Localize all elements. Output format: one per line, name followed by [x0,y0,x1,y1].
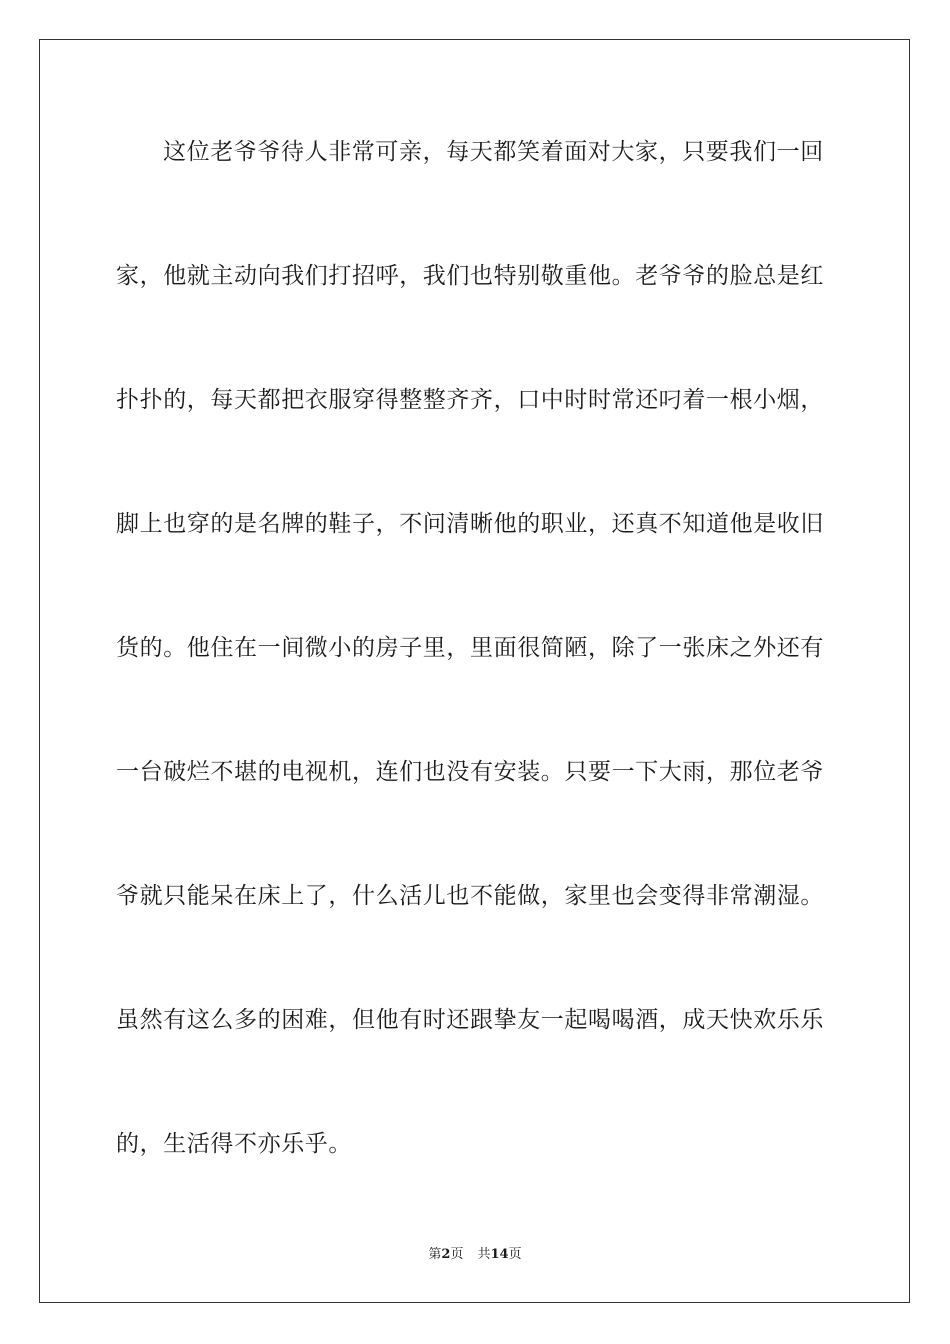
body-text-line-2: 家，他就主动向我们打招呼，我们也特别敬重他。老爷爷的脸总是红 [116,263,824,289]
body-text-line-4: 脚上也穿的是名牌的鞋子，不问清晰他的职业，还真不知道他是收旧 [116,511,824,537]
body-text-line-9: 的，生活得不亦乐乎。 [116,1131,352,1157]
total-pages-prefix: 共 [477,1247,491,1262]
page-number-suffix: 页 [450,1247,464,1262]
body-text-line-7: 爷就只能呆在床上了，什么活儿也不能做，家里也会变得非常潮湿。 [116,883,824,909]
body-text-line-8: 虽然有这么多的困难，但他有时还跟挚友一起喝喝酒，成天快欢乐乐 [116,1007,824,1033]
page-footer [0,1247,950,1263]
total-pages-suffix: 页 [508,1247,522,1262]
total-pages: 14 [490,1247,509,1262]
body-text-line-3: 扑扑的，每天都把衣服穿得整整齐齐，口中时时常还叼着一根小烟， [116,387,824,413]
page-border [39,39,910,1303]
page-number-prefix: 第 [428,1247,442,1262]
body-text-line-6: 一台破烂不堪的电视机，连们也没有安装。只要一下大雨，那位老爷 [116,759,824,785]
body-text-line-5: 货的。他住在一间微小的房子里，里面很简陋，除了一张床之外还有 [116,635,824,661]
body-text-line-1: 这位老爷爷待人非常可亲，每天都笑着面对大家，只要我们一回 [163,139,824,165]
page-number: 2 [441,1247,451,1262]
